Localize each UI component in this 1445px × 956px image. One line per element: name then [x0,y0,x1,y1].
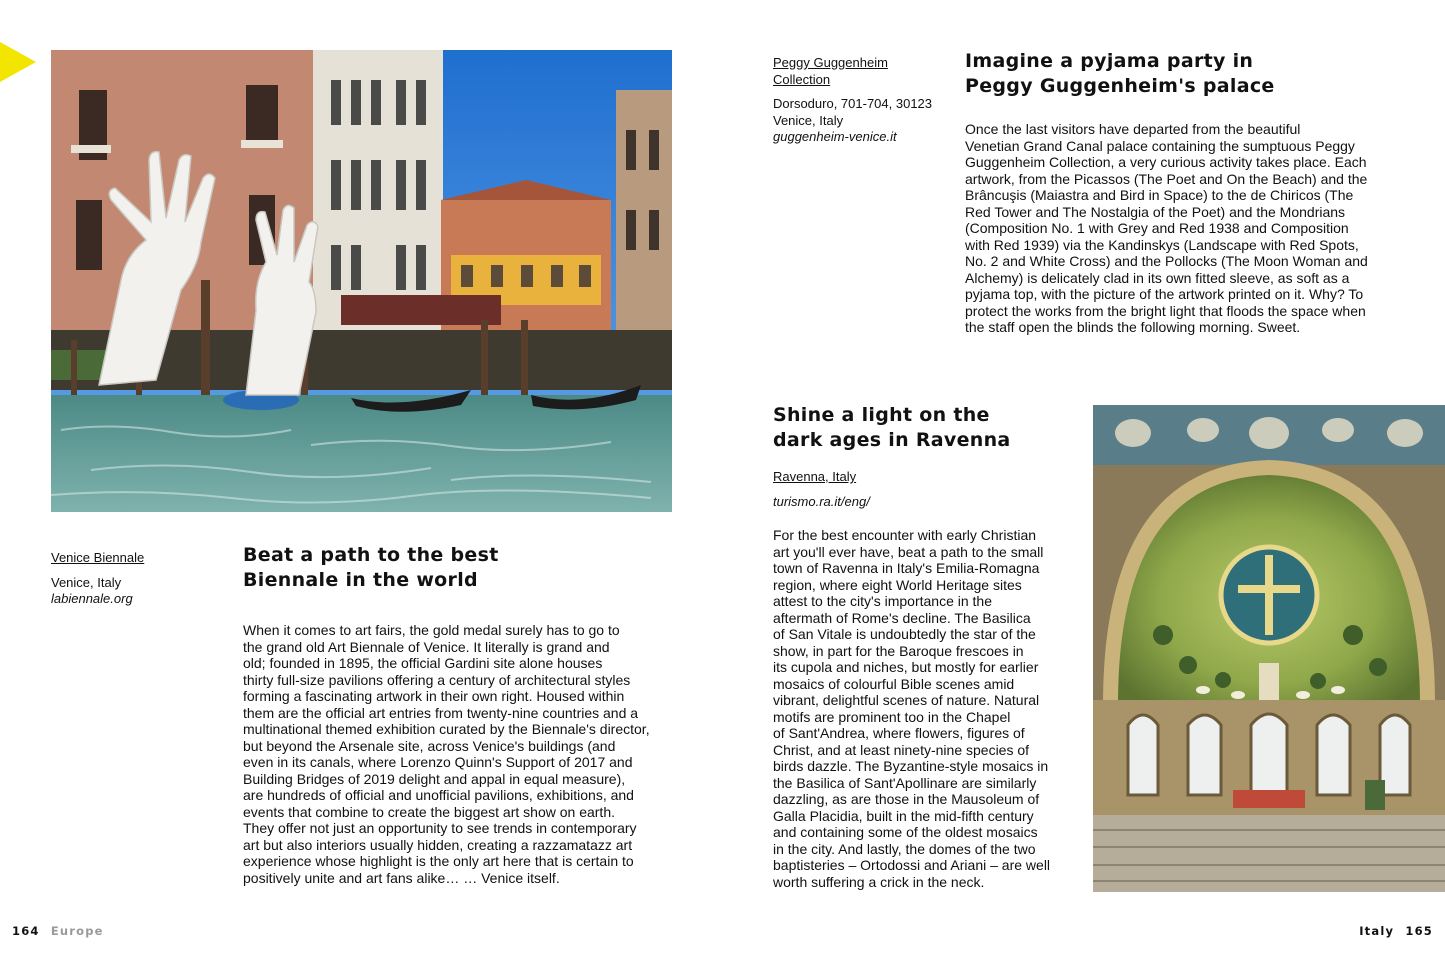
website-link[interactable]: guggenheim-venice.it [773,129,897,144]
section-tab-marker [0,42,36,82]
website-link[interactable]: turismo.ra.it/eng/ [773,493,870,509]
body-line: pyjama top, with the picture of the artwork printed on it. Why? To [965,286,1364,302]
body-line: show, in part for the Baroque frescoes in [773,642,1024,659]
body-line: worth suffering a crick in the neck. [773,873,985,890]
page-number: 165 [1405,924,1433,938]
body-line: No. 2 and White Cross) and the Pollocks (The Moon Woman and [965,253,1368,269]
body-line: events that combine to create the biggest art show on earth. [243,803,615,820]
body-line: Venetian Grand Canal palace containing the sumptuous Peggy [965,137,1355,154]
body-line: aftermath of Rome's decline. The Basilica [773,609,1031,626]
venue-name-link[interactable]: Venice Biennale [51,550,145,565]
body-line: When it comes to art fairs, the gold medal surely has to go to [243,622,620,638]
venue-line-2: Collection [773,71,831,87]
body-line: Christ, and at least ninety-nine species of [773,741,1030,758]
venice-canal-photo [51,50,672,512]
title-line-1: Imagine a pyjama party in [965,50,1254,72]
body-line: motifs are prominent too in the Chapel [773,708,1011,725]
body-line: art but also interiors usually hidden, creating a razzamatazz art [243,836,633,853]
address-line: Dorsoduro, 701-704, 30123 [773,96,933,111]
title-line-2: Biennale in the world [243,569,478,591]
body-line: but beyond the Arsenale site, across Venice's buildings (and [243,737,616,754]
guggenheim-info [773,55,953,146]
body-line: multinational themed exhibition curated by the Biennale's director, [243,721,650,737]
body-line: even in its canals, where Lorenzo Quinn's Support of 2017 and [243,754,633,770]
body-line: Red Tower and The Nostalgia of the Poet) and the Mondrians [965,203,1346,220]
body-line: attest to the city's importance in the [773,593,993,609]
right-footer [1359,924,1433,938]
article-title [773,403,1073,453]
body-line: Alchemy) is delicately clad in its own fitted sleeve, as soft as a [965,269,1350,286]
body-line: art you'll ever have, beat a path to the small [773,543,1044,560]
title-line-1: Beat a path to the best [243,544,499,566]
venice-info [51,550,221,608]
venue-line-1: Peggy Guggenheim [773,55,888,70]
body-line: dazzling, as are those in the Mausoleum of [773,791,1040,807]
venice-article [243,543,683,886]
venue-name-link[interactable] [773,55,953,88]
body-line: the staff open the blinds the following morning. Sweet. [965,319,1301,335]
body-line: town of Ravenna in Italy's Emilia-Romagna [773,560,1040,576]
body-line: vibrant, delightful scenes of nature. Natural [773,692,1040,708]
guggenheim-article [965,49,1405,336]
body-line: in the city. And lastly, the domes of the two [773,840,1036,857]
section-name: Europe [50,924,104,938]
body-line: thirty full-size pavilions offering a century of architectural styles [243,671,631,688]
article-body [965,121,1405,336]
body-line: forming a fascinating artwork in their own right. Housed within [243,688,625,704]
body-line: them are the official art entries from twenty-nine countries and a [243,704,639,721]
location-text: Venice, Italy [51,574,122,590]
article-title [243,543,683,593]
body-line: For the best encounter with early Christian [773,527,1037,543]
body-line: its cupola and niches, but mostly for earlier [773,659,1039,675]
article-title [965,49,1405,99]
left-footer [12,924,104,938]
body-line: with Red 1939) via the Kandinskys (Landscape with Red Spots, [965,236,1359,253]
page-number: 164 [12,924,40,938]
body-line: baptisteries – Ortodossi and Ariani – are well [773,857,1051,873]
article-body [243,622,683,886]
body-line: Once the last visitors have departed from the beautiful [965,121,1301,137]
title-line-2: Peggy Guggenheim's palace [965,75,1275,97]
website-link[interactable]: labiennale.org [51,591,133,606]
body-line: the grand old Art Biennale of Venice. It literally is grand and [243,638,610,655]
body-line: They offer not just an opportunity to see trends in contemporary [243,820,637,836]
body-line: birds dazzle. The Byzantine-style mosaics in [773,758,1049,774]
ravenna-basilica-photo [1093,405,1445,892]
body-line: experience whose highlight is the only art here that is certain to [243,853,634,869]
section-name: Italy [1359,924,1395,938]
title-line-1: Shine a light on the [773,404,990,426]
article-body [773,527,1073,890]
body-line: old; founded in 1895, the official Gardini site alone houses [243,655,603,671]
body-line: positively unite and art fans alike… … Venice itself. [243,869,560,886]
ravenna-info [773,469,1073,510]
body-line: Guggenheim Collection, a very curious activity takes place. Each [965,154,1367,170]
body-line: (Composition No. 1 with Grey and Red 1938 and Composition [965,220,1349,236]
body-line: the Basilica of Sant'Apollinare are similarly [773,774,1037,791]
body-line: Building Bridges of 2019 delight and appal in equal measure), [243,770,626,787]
body-line: Brâncuşis (Maiastra and Bird in Space) to the de Chiricos (The [965,187,1354,203]
body-line: are hundreds of official and unofficial pavilions, exhibitions, and [243,787,634,803]
body-line: mosaics of colourful Bible scenes amid [773,675,1015,692]
body-line: artwork, from the Picassos (The Poet and On the Beach) and the [965,170,1368,187]
location-link[interactable]: Ravenna, Italy [773,469,857,484]
address-line: Venice, Italy [773,112,844,128]
body-line: of Sant'Andrea, where flowers, figures of [773,725,1025,741]
ravenna-article [773,403,1073,890]
body-line: of San Vitale is undoubtedly the star of the [773,626,1036,642]
title-line-2: dark ages in Ravenna [773,429,1011,451]
body-line: protect the works from the bright light that floods the space when [965,302,1366,319]
body-line: region, where eight World Heritage sites [773,576,1022,593]
body-line: and containing some of the oldest mosaics [773,824,1038,840]
body-line: Galla Placidia, built in the mid-fifth century [773,807,1034,824]
